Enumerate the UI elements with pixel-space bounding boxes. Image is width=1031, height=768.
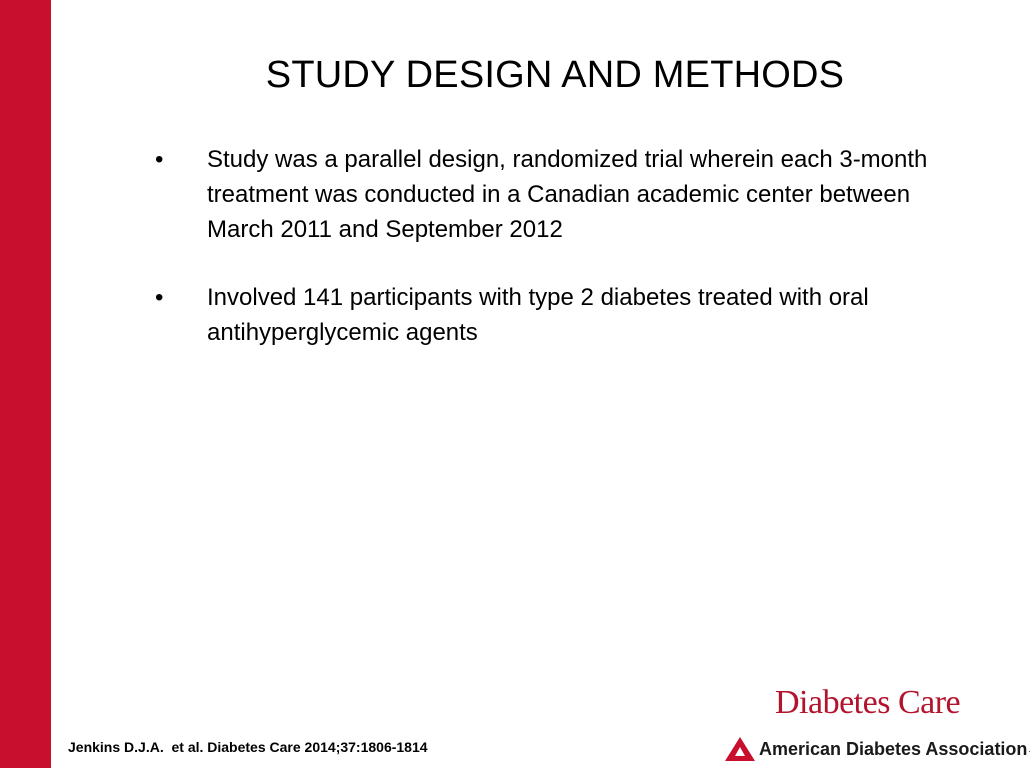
bullet-list (155, 142, 955, 383)
journal-logo: Diabetes Care (775, 684, 961, 721)
side-accent-bar (0, 0, 51, 768)
ada-logo (724, 734, 1031, 764)
association-name: American Diabetes Association (759, 738, 1028, 759)
bullet-text: Involved 141 participants with type 2 diabetes treated with oral antihyperglycemic agents (207, 284, 869, 346)
bullet-glyph: • (155, 146, 164, 173)
association-mark: . (1028, 744, 1031, 754)
list-item (155, 280, 955, 350)
citation: Jenkins D.J.A. et al. Diabetes Care 2014;37:1806-1814 (68, 739, 428, 755)
slide-title: STUDY DESIGN AND METHODS (265, 54, 845, 96)
bullet-text: Study was a parallel design, randomized trial wherein each 3-month treatment was conducted in a Canadian academic center between March 2011 and September 2012 (207, 146, 928, 243)
list-item (155, 142, 955, 247)
bullet-glyph: • (155, 284, 164, 311)
ada-triangle-icon (724, 736, 756, 762)
